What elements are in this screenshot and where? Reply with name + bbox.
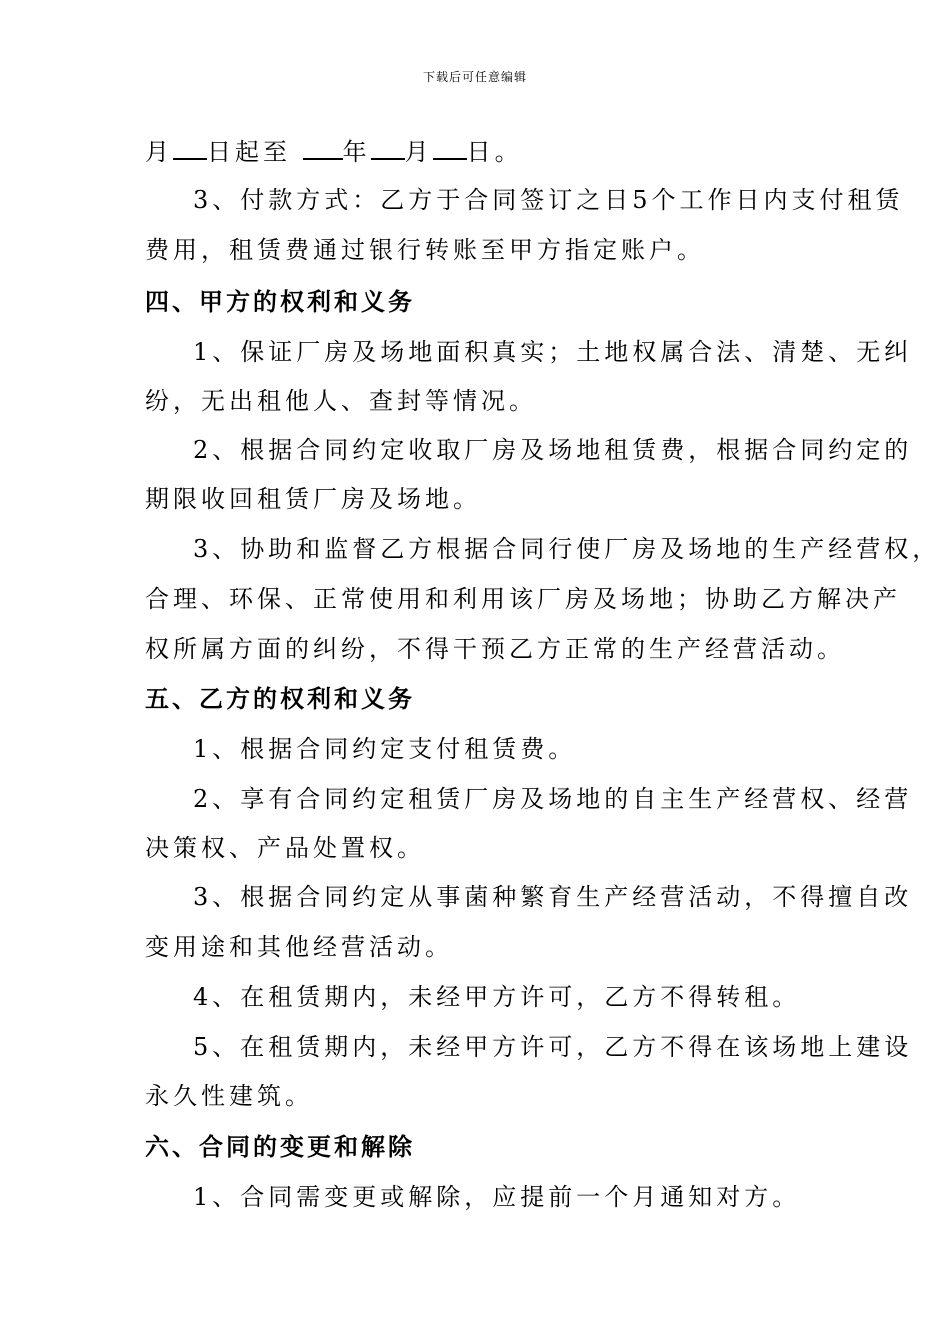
party-a-clause-3-line-1: 3、协助和监督乙方根据合同行使厂房及场地的生产经营权， xyxy=(193,535,941,563)
page-header-note: 下载后可任意编辑 xyxy=(422,70,527,84)
contract-change-clause-1: 1、合同需变更或解除，应提前一个月通知对方。 xyxy=(193,1183,801,1211)
section-heading-contract-change: 六、合同的变更和解除 xyxy=(145,1132,415,1161)
date-text-month-2: 月 xyxy=(404,138,433,166)
party-b-clause-5-line-1: 5、在租赁期内，未经甲方许可，乙方不得在该场地上建设 xyxy=(193,1033,913,1061)
party-a-clause-3-line-3: 权所属方面的纠纷，不得干预乙方正常的生产经营活动。 xyxy=(145,635,845,663)
blank-month xyxy=(371,136,405,160)
date-text-from: 日起至 xyxy=(207,138,291,166)
date-text-month: 月 xyxy=(145,138,173,166)
party-b-clause-2-line-1: 2、享有合同约定租赁厂房及场地的自主生产经营权、经营 xyxy=(193,785,913,813)
payment-clause-line-2: 费用，租赁费通过银行转账至甲方指定账户。 xyxy=(145,236,705,264)
party-a-clause-2-line-2: 期限收回租赁厂房及场地。 xyxy=(145,485,481,513)
party-b-clause-4: 4、在租赁期内，未经甲方许可，乙方不得转租。 xyxy=(193,983,801,1011)
party-a-clause-1-line-1: 1、保证厂房及场地面积真实；土地权属合法、清楚、无纠 xyxy=(193,338,913,366)
party-a-clause-1-line-2: 纷，无出租他人、查封等情况。 xyxy=(145,387,537,415)
date-text-year: 年 xyxy=(342,138,371,166)
party-b-clause-3-line-2: 变用途和其他经营活动。 xyxy=(145,933,453,961)
party-b-clause-3-line-1: 3、根据合同约定从事菌种繁育生产经营活动，不得擅自改 xyxy=(193,883,913,911)
party-b-clause-1: 1、根据合同约定支付租赁费。 xyxy=(193,735,577,763)
blank-day xyxy=(173,136,207,160)
blank-day-2 xyxy=(433,136,467,160)
payment-clause-line-1: 3、付款方式：乙方于合同签订之日5个工作日内支付租赁 xyxy=(193,186,904,214)
blank-year xyxy=(303,136,343,160)
section-heading-party-b: 五、乙方的权利和义务 xyxy=(145,684,415,713)
date-text-day-end: 日。 xyxy=(466,138,523,166)
date-range-line xyxy=(145,136,523,168)
section-heading-party-a: 四、甲方的权利和义务 xyxy=(145,287,415,316)
party-b-clause-2-line-2: 决策权、产品处置权。 xyxy=(145,834,425,862)
party-a-clause-2-line-1: 2、根据合同约定收取厂房及场地租赁费，根据合同约定的 xyxy=(193,436,913,464)
party-a-clause-3-line-2: 合理、环保、正常使用和利用该厂房及场地；协助乙方解决产 xyxy=(145,585,901,613)
party-b-clause-5-line-2: 永久性建筑。 xyxy=(145,1082,313,1110)
